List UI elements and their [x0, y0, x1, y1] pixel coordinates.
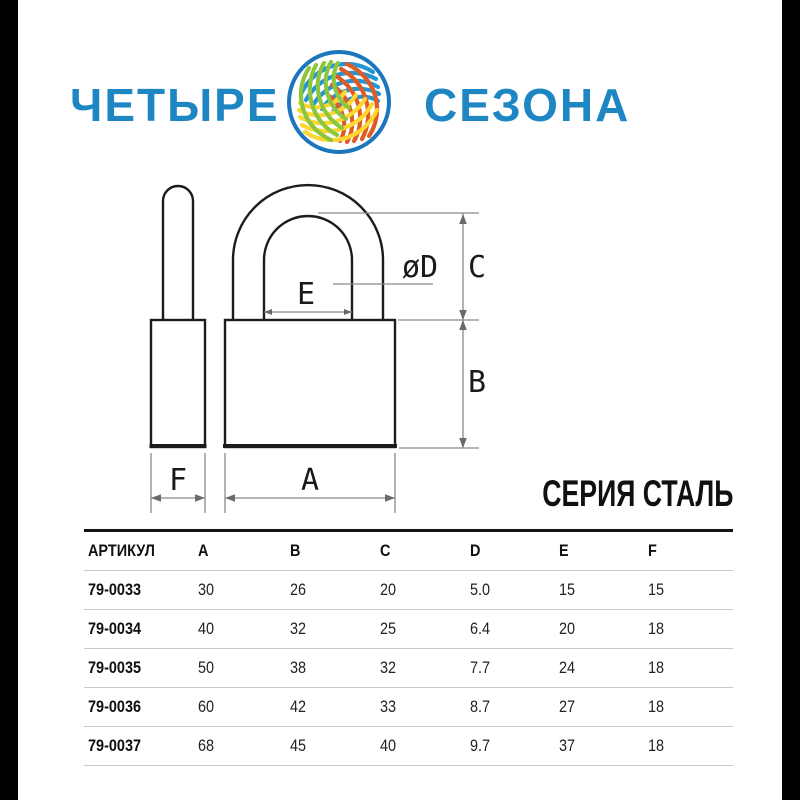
dimension-label-a: A [300, 463, 320, 498]
cell-a: 30 [198, 580, 215, 599]
cell-b: 32 [290, 619, 307, 638]
series-title-text: СЕРИЯ СТАЛЬ [541, 473, 733, 514]
cell-f: 18 [648, 619, 665, 638]
cell-f: 18 [648, 736, 665, 755]
cell-e: 24 [559, 658, 576, 677]
cell-b: 42 [290, 697, 307, 716]
cell-c: 33 [380, 697, 397, 716]
column-header-c: C [380, 541, 391, 560]
dimension-label-f: F [168, 463, 188, 498]
table-header-row [84, 532, 733, 571]
cell-a: 60 [198, 697, 215, 716]
cell-article: 79-0035 [88, 658, 142, 677]
table-row [84, 571, 733, 610]
table-row [84, 727, 733, 766]
cell-a: 68 [198, 736, 215, 755]
cell-b: 38 [290, 658, 307, 677]
cell-article: 79-0033 [88, 580, 142, 599]
cell-c: 32 [380, 658, 397, 677]
cell-e: 27 [559, 697, 576, 716]
cell-article: 79-0036 [88, 697, 142, 716]
spec-table [84, 529, 733, 766]
cell-d: 8.7 [470, 697, 491, 716]
column-header-a: A [198, 541, 209, 560]
column-header-d: D [470, 541, 481, 560]
column-header-f: F [648, 541, 657, 560]
column-header-e: E [559, 541, 569, 560]
cell-a: 40 [198, 619, 215, 638]
cell-a: 50 [198, 658, 215, 677]
cell-d: 6.4 [470, 619, 491, 638]
cell-article: 79-0034 [88, 619, 142, 638]
cell-e: 15 [559, 580, 576, 599]
dimension-label-e: E [296, 277, 316, 312]
padlock-side-view [150, 186, 207, 447]
brand-word-left: ЧЕТЫРЕ [70, 79, 280, 131]
cell-f: 15 [648, 580, 665, 599]
column-header-b: B [290, 541, 301, 560]
series-title [468, 474, 733, 514]
cell-b: 45 [290, 736, 307, 755]
cell-b: 26 [290, 580, 307, 599]
brand-word-right: СЕЗОНА [424, 79, 631, 131]
dimension-label-c: C [468, 250, 487, 285]
dimension-label-b: B [468, 365, 487, 400]
dimension-label-d: øD [401, 250, 439, 285]
table-row [84, 688, 733, 727]
cell-e: 37 [559, 736, 576, 755]
cell-d: 7.7 [470, 658, 491, 677]
cell-c: 25 [380, 619, 397, 638]
padlock-front-view [223, 185, 397, 447]
cell-article: 79-0037 [88, 736, 142, 755]
cell-c: 40 [380, 736, 397, 755]
cell-f: 18 [648, 658, 665, 677]
column-header-article: АРТИКУЛ [88, 541, 155, 560]
cell-d: 5.0 [470, 580, 491, 599]
table-row [84, 610, 733, 649]
cell-f: 18 [648, 697, 665, 716]
cell-e: 20 [559, 619, 576, 638]
cell-c: 20 [380, 580, 397, 599]
cell-d: 9.7 [470, 736, 491, 755]
table-row [84, 649, 733, 688]
